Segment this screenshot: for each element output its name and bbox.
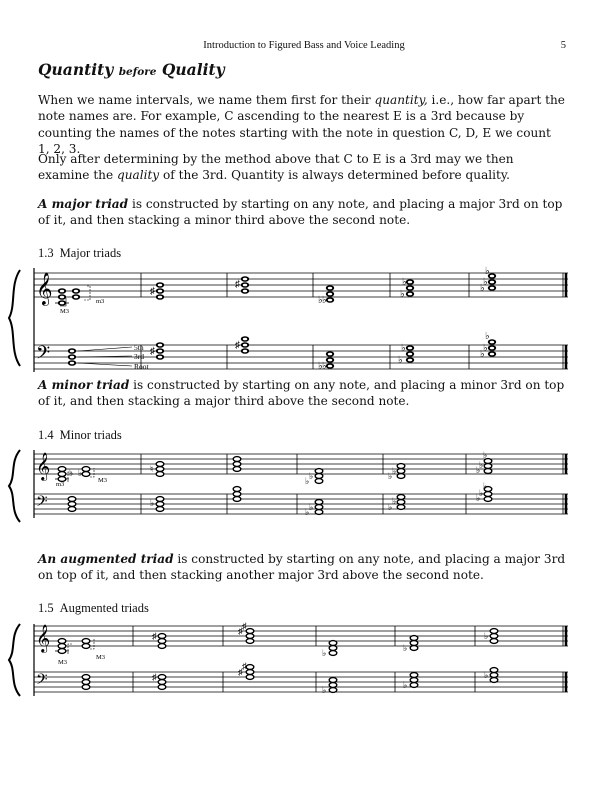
major-bass-chords bbox=[68, 336, 496, 369]
svg-text:♭: ♭ bbox=[479, 488, 484, 498]
svg-text:♭: ♭ bbox=[480, 349, 485, 360]
paragraph-intervals bbox=[38, 92, 566, 157]
term-augmented-triad: An augmented triad bbox=[38, 552, 174, 566]
augmented-chords bbox=[55, 629, 498, 693]
section-heading bbox=[38, 60, 225, 79]
p1-text-a: When we name intervals, we name them first for their bbox=[38, 93, 375, 107]
figure-label-minor bbox=[38, 428, 128, 443]
svg-text:♭: ♭ bbox=[485, 331, 490, 342]
svg-text:♯: ♯ bbox=[235, 340, 240, 351]
p2-text-b: of the 3rd. Quantity is always determined before quality. bbox=[159, 168, 510, 183]
brace-icon bbox=[9, 624, 20, 696]
interval-label-M3: M3 bbox=[98, 477, 108, 484]
svg-text:♭: ♭ bbox=[476, 465, 481, 475]
paragraph-minor-triad bbox=[38, 377, 566, 410]
svg-text:♭: ♭ bbox=[150, 498, 155, 508]
svg-text:♭: ♭ bbox=[69, 468, 74, 478]
paragraph-augmented-triad bbox=[38, 551, 566, 584]
label-third: 3rd bbox=[134, 352, 144, 361]
score-major-triads bbox=[0, 260, 608, 380]
bass-clef-icon: 𝄢 bbox=[36, 342, 51, 367]
svg-text:♮: ♮ bbox=[150, 464, 154, 474]
p2-emphasis: quality bbox=[116, 168, 160, 183]
svg-text:♭: ♭ bbox=[392, 466, 397, 476]
figure-label-major bbox=[38, 246, 127, 261]
p3-text: is constructed by starting on any note, and placing a major 3rd on top of it, and then stacking a minor third above the second note. bbox=[38, 197, 563, 228]
p1-text-b: i.e., how far apart the note names are. For example, C ascending to the nearest E is a 3rd because by counting the names of the notes starting with the note in question C, D, E we count 1, 2, 3. bbox=[38, 93, 565, 156]
svg-text:♭: ♭ bbox=[483, 277, 488, 288]
svg-text:♭: ♭ bbox=[309, 471, 314, 481]
interval-label-M3-lower: M3 bbox=[58, 659, 68, 666]
figure-number: 1.5 bbox=[38, 601, 54, 615]
svg-text:♭: ♭ bbox=[402, 277, 407, 288]
treble-clef-icon: 𝄞 bbox=[36, 626, 51, 652]
svg-text:♭: ♭ bbox=[403, 680, 408, 690]
figure-number: 1.4 bbox=[38, 428, 54, 442]
svg-text:♭: ♭ bbox=[483, 343, 488, 354]
svg-text:♭: ♭ bbox=[309, 502, 314, 512]
svg-text:♭: ♭ bbox=[401, 343, 406, 354]
svg-text:♯: ♯ bbox=[150, 346, 155, 357]
figure-number: 1.3 bbox=[38, 246, 54, 260]
p2-text-a: Only after determining by the method above that C to E is a 3rd may we then examine the bbox=[38, 152, 514, 183]
svg-text:♯: ♯ bbox=[242, 621, 247, 631]
major-treble-chords bbox=[55, 273, 496, 306]
svg-text:♭: ♭ bbox=[318, 361, 323, 372]
svg-text:♭: ♭ bbox=[388, 502, 393, 512]
heading-word-before: before bbox=[118, 66, 157, 78]
svg-text:♭: ♭ bbox=[485, 266, 490, 277]
page-number: 5 bbox=[560, 40, 566, 51]
score-augmented-triads bbox=[0, 614, 608, 708]
p5-text: is constructed by starting on any note, and placing a major 3rd on top of it, and then stacking another major 3rd above the second note. bbox=[38, 552, 566, 583]
major-treble-accidentals bbox=[150, 266, 490, 306]
svg-text:♭: ♭ bbox=[479, 460, 484, 470]
running-title: Introduction to Figured Bass and Voice Leading bbox=[203, 40, 405, 51]
svg-text:♭: ♭ bbox=[322, 361, 327, 372]
treble-clef-icon: 𝄞 bbox=[36, 274, 53, 305]
p1-emphasis: quantity, bbox=[374, 93, 428, 107]
heading-word-quantity: Quantity bbox=[38, 60, 114, 79]
svg-text:♯: ♯ bbox=[238, 626, 243, 636]
svg-text:♭: ♭ bbox=[476, 493, 481, 503]
svg-text:♭: ♭ bbox=[305, 507, 310, 517]
brace-icon bbox=[9, 450, 20, 522]
label-root: Root bbox=[134, 362, 149, 371]
augmented-accidentals bbox=[152, 621, 488, 695]
svg-text:♭: ♭ bbox=[392, 496, 397, 506]
paragraph-major-triad bbox=[38, 196, 566, 229]
svg-text:♯: ♯ bbox=[242, 661, 247, 671]
svg-text:♭: ♭ bbox=[483, 481, 488, 491]
figure-title: Augmented triads bbox=[59, 601, 149, 615]
svg-text:♯: ♯ bbox=[150, 286, 155, 297]
svg-text:♭: ♭ bbox=[305, 476, 310, 486]
svg-text:♭: ♭ bbox=[398, 355, 403, 366]
major-bass-accidentals bbox=[150, 331, 490, 372]
term-minor-triad: A minor triad bbox=[38, 378, 130, 392]
figure-title: Minor triads bbox=[59, 428, 122, 442]
svg-text:♭: ♭ bbox=[483, 450, 488, 460]
svg-text:♯: ♯ bbox=[238, 667, 243, 677]
bass-clef-icon: 𝄢 bbox=[36, 671, 48, 691]
minor-accidentals bbox=[69, 450, 487, 517]
svg-text:♭: ♭ bbox=[78, 468, 83, 478]
treble-clef-icon: 𝄞 bbox=[36, 454, 51, 480]
term-major-triad: A major triad bbox=[38, 197, 129, 211]
bass-clef-icon: 𝄢 bbox=[36, 493, 48, 513]
brace-icon bbox=[9, 270, 20, 366]
interval-label-M3-upper: M3 bbox=[96, 654, 106, 661]
minor-chords bbox=[55, 457, 492, 515]
paragraph-quality bbox=[38, 151, 566, 184]
svg-text:♭: ♭ bbox=[484, 631, 489, 641]
interval-label-m3: m3 bbox=[56, 481, 65, 488]
svg-text:♭: ♭ bbox=[403, 643, 408, 653]
svg-text:♭: ♭ bbox=[322, 685, 327, 695]
heading-word-quality: Quality bbox=[161, 60, 225, 79]
svg-text:♭: ♭ bbox=[484, 670, 489, 680]
label-fifth: 5th bbox=[134, 343, 144, 352]
svg-text:♭: ♭ bbox=[322, 295, 327, 306]
svg-text:♭: ♭ bbox=[322, 648, 327, 658]
interval-label-M3: M3 bbox=[60, 308, 70, 315]
svg-text:♭: ♭ bbox=[480, 283, 485, 294]
figure-title: Major triads bbox=[59, 246, 122, 260]
interval-label-m3: m3 bbox=[96, 298, 105, 305]
score-minor-triads bbox=[0, 442, 608, 528]
svg-text:♯: ♯ bbox=[152, 631, 157, 641]
svg-text:♯: ♯ bbox=[235, 279, 240, 290]
svg-text:♯: ♯ bbox=[152, 672, 157, 682]
svg-text:♭: ♭ bbox=[400, 289, 405, 300]
svg-text:♭: ♭ bbox=[388, 471, 393, 481]
svg-text:♭: ♭ bbox=[318, 295, 323, 306]
p4-text: is constructed by starting on any note, and placing a minor 3rd on top of it, and then stacking a major third above the second note. bbox=[38, 378, 565, 409]
